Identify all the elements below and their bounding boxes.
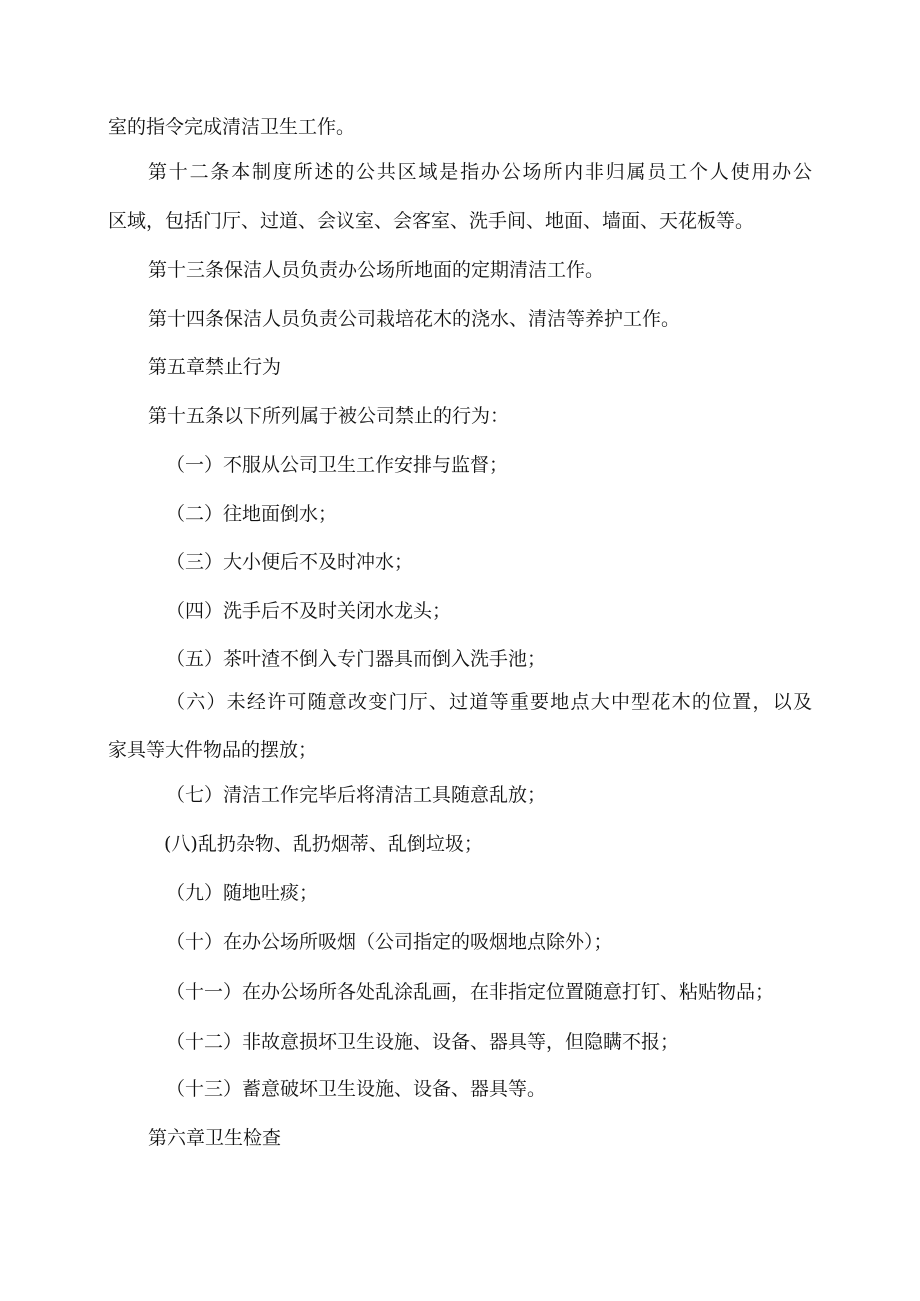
list-item-9: （九）随地吐痰；	[166, 882, 319, 904]
list-item-6-line-2: 家具等大件物品的摆放；	[108, 739, 318, 761]
article-13: 第十三条保洁人员负责办公场所地面的定期清洁工作。	[148, 259, 605, 281]
list-item-10: （十）在办公场所吸烟（公司指定的吸烟地点除外）；	[166, 931, 613, 953]
list-item-1: （一）不服从公司卫生工作安排与监督；	[166, 454, 509, 476]
list-item-4: （四）洗手后不及时关闭水龙头；	[166, 600, 452, 622]
list-item-8: (八)乱扔杂物、乱扔烟蒂、乱倒垃圾；	[164, 833, 483, 855]
chapter-6-heading: 第六章卫生检查	[148, 1127, 282, 1149]
list-item-3: （三）大小便后不及时冲水；	[166, 551, 414, 573]
list-item-11: （十一）在办公场所各处乱涂乱画，在非指定位置随意打钉、粘贴物品；	[166, 981, 775, 1003]
article-12-line-2: 区域，包括门厅、过道、会议室、会客室、洗手间、地面、墙面、天花板等。	[108, 210, 755, 232]
list-item-12: （十二）非故意损坏卫生设施、设备、器具等，但隐瞒不报；	[166, 1031, 680, 1053]
paragraph-line-continuation: 室的指令完成清洁卫生工作。	[108, 116, 356, 138]
list-item-5: （五）茶叶渣不倒入专门器具而倒入洗手池；	[166, 648, 547, 670]
list-item-2: （二）往地面倒水；	[166, 503, 338, 525]
article-14: 第十四条保洁人员负责公司栽培花木的浇水、清洁等养护工作。	[148, 308, 681, 330]
list-item-13: （十三）蓄意破坏卫生设施、设备、器具等。	[166, 1078, 547, 1100]
list-item-7: （七）清洁工作完毕后将清洁工具随意乱放；	[166, 784, 547, 806]
article-12-line-1: 第十二条本制度所述的公共区域是指办公场所内非归属员工个人使用办公	[148, 161, 812, 183]
article-15: 第十五条以下所列属于被公司禁止的行为：	[148, 405, 510, 427]
chapter-5-heading: 第五章禁止行为	[148, 356, 282, 378]
list-item-6-line-1: （六）未经许可随意改变门厅、过道等重要地点大中型花木的位置，以及	[166, 691, 812, 713]
